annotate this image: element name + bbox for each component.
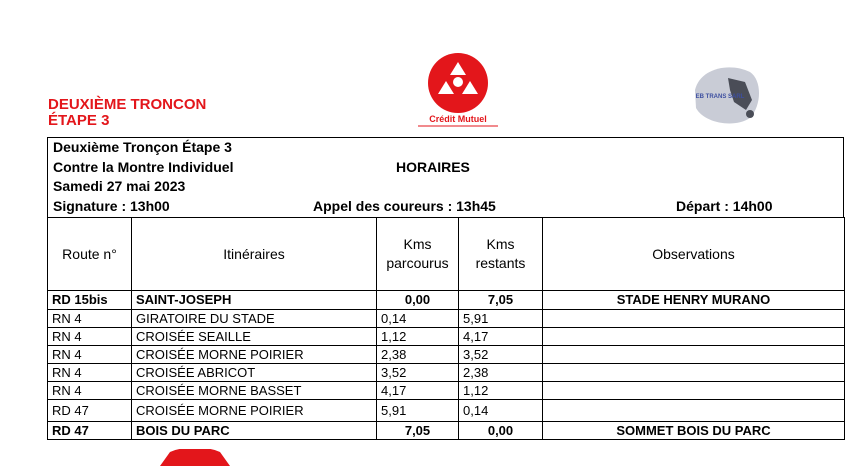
depart-time: Départ : 14h00 (676, 198, 773, 214)
signature-time: Signature : 13h00 (53, 198, 170, 214)
cell-parcourus: 1,12 (377, 328, 459, 346)
header-kms-parcourus-line2: parcourus (386, 255, 449, 271)
cell-observation (543, 382, 845, 400)
cell-restants: 7,05 (459, 291, 543, 310)
cell-restants: 3,52 (459, 346, 543, 364)
cell-route: RD 47 (48, 422, 132, 440)
cell-route: RD 47 (48, 400, 132, 422)
table-row (48, 291, 845, 310)
cell-itineraire: BOIS DU PARC (132, 422, 377, 440)
cell-parcourus: 0,00 (377, 291, 459, 310)
table-row (48, 422, 845, 440)
heading-line-2: ÉTAPE 3 (48, 112, 110, 129)
next-page-logo-fragment (160, 449, 230, 466)
cell-restants: 4,17 (459, 328, 543, 346)
cell-parcourus: 3,52 (377, 364, 459, 382)
cell-route: RN 4 (48, 364, 132, 382)
cell-restants: 0,14 (459, 400, 543, 422)
table-row (48, 400, 845, 422)
header-observations: Observations (543, 218, 845, 291)
cell-observation (543, 346, 845, 364)
header-kms-restants (459, 218, 543, 291)
cell-route: RN 4 (48, 328, 132, 346)
cell-itineraire: SAINT-JOSEPH (132, 291, 377, 310)
cell-itineraire: CROISÉE ABRICOT (132, 364, 377, 382)
cell-parcourus: 7,05 (377, 422, 459, 440)
eb-transport-logo-text: EB TRANS SARL (695, 94, 745, 100)
horaires-title: HORAIRES (396, 159, 470, 175)
cell-route: RN 4 (48, 382, 132, 400)
appel-time: Appel des coureurs : 13h45 (313, 198, 496, 214)
cell-restants: 5,91 (459, 310, 543, 328)
cell-restants: 0,00 (459, 422, 543, 440)
cell-observation: STADE HENRY MURANO (543, 291, 845, 310)
credit-mutuel-logo-text: Crédit Mutuel (429, 114, 487, 124)
header-route: Route n° (48, 218, 132, 291)
stage-name: Deuxième Tronçon Étape 3 (53, 139, 232, 155)
credit-mutuel-logo (408, 50, 508, 130)
table-row (48, 364, 845, 382)
header-kms-restants-line1: Kms (486, 236, 515, 252)
header-kms-restants-line2: restants (475, 255, 526, 271)
cell-restants: 1,12 (459, 382, 543, 400)
race-date: Samedi 27 mai 2023 (53, 178, 186, 194)
header-kms-parcourus-line1: Kms (403, 236, 432, 252)
heading-line-1: DEUXIÈME TRONCON (48, 96, 207, 113)
header-itineraires: Itinéraires (132, 218, 377, 291)
page-heading (48, 97, 206, 129)
cell-itineraire: CROISÉE MORNE BASSET (132, 382, 377, 400)
cell-itineraire: GIRATOIRE DU STADE (132, 310, 377, 328)
cell-itineraire: CROISÉE SEAILLE (132, 328, 377, 346)
cell-observation: SOMMET BOIS DU PARC (543, 422, 845, 440)
race-type: Contre la Montre Individuel (53, 159, 234, 175)
race-info-box (47, 137, 844, 217)
cell-parcourus: 4,17 (377, 382, 459, 400)
cell-itineraire: CROISÉE MORNE POIRIER (132, 346, 377, 364)
table-header-row (48, 218, 845, 291)
cell-observation (543, 400, 845, 422)
header-kms-parcourus (377, 218, 459, 291)
cell-itineraire: CROISÉE MORNE POIRIER (132, 400, 377, 422)
table-row (48, 328, 845, 346)
cell-route: RD 15bis (48, 291, 132, 310)
cell-route: RN 4 (48, 346, 132, 364)
cell-restants: 2,38 (459, 364, 543, 382)
cell-observation (543, 310, 845, 328)
table-row (48, 346, 845, 364)
cell-observation (543, 328, 845, 346)
table-row (48, 310, 845, 328)
cell-parcourus: 0,14 (377, 310, 459, 328)
cell-observation (543, 364, 845, 382)
cell-parcourus: 5,91 (377, 400, 459, 422)
schedule-table (47, 217, 845, 440)
cell-route: RN 4 (48, 310, 132, 328)
table-row (48, 382, 845, 400)
cell-parcourus: 2,38 (377, 346, 459, 364)
eb-transport-logo (690, 60, 765, 130)
